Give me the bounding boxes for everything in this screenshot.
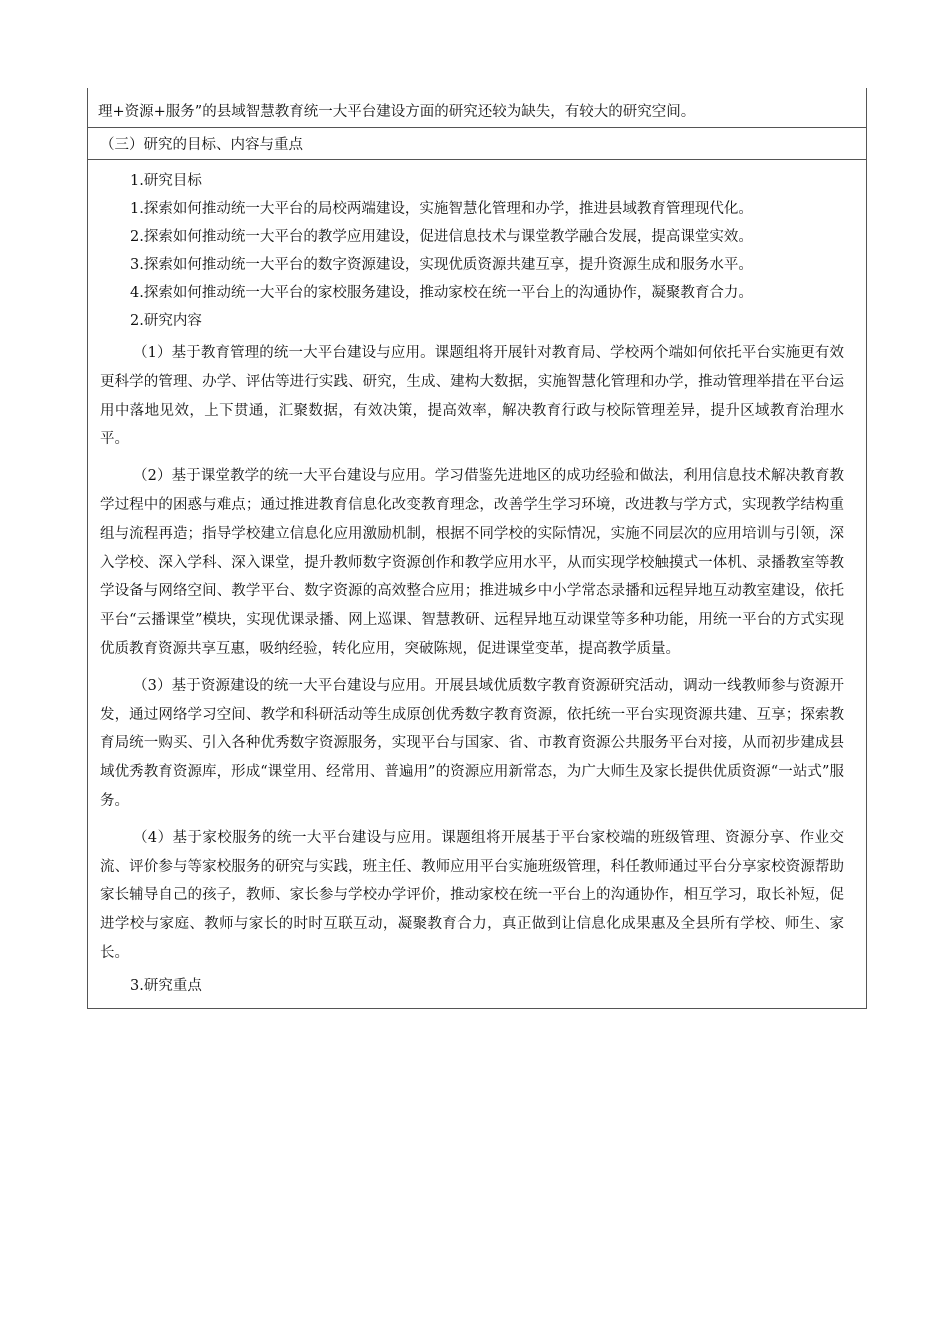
section-body xyxy=(88,160,866,1008)
goal-item: 4.探索如何推动统一大平台的家校服务建设，推动家校在统一平台上的沟通协作，凝聚教育合力。 xyxy=(130,285,753,301)
previous-section-tail xyxy=(88,88,866,128)
previous-section-text: 理+资源+服务”的县域智慧教育统一大平台建设方面的研究还较为缺失，有较大的研究空间。 xyxy=(98,104,696,120)
goal-item: 2.探索如何推动统一大平台的教学应用建设，促进信息技术与课堂教学融合发展，提高课堂实效。 xyxy=(130,229,753,245)
content-paragraph-resources: （3）基于资源建设的统一大平台建设与应用。开展县域优质数字教育资源研究活动，调动一线教师参与资源开发，通过网络学习空间、教学和科研活动等生成原创优秀数字教育资源，依托统一平台实现资源共建、互享；探索教育局统一购买、引入各种优秀数字资源服务，实现平台与国家、省、市教育资源公共服务平台对接，从而初步建成县域优秀教育资源库，形成“课堂用、经常用、普遍用”的资源应用新常态，为广大师生及家长提供优质资源“一站式”服务。 xyxy=(100,677,844,809)
section-heading: （三）研究的目标、内容与重点 xyxy=(100,137,303,153)
content-paragraph-home-school: （4）基于家校服务的统一大平台建设与应用。课题组将开展基于平台家校端的班级管理、资源分享、作业交流、评价参与等家校服务的研究与实践，班主任、教师应用平台实施班级管理，科任教师通过平台分享家校资源帮助家长辅导自己的孩子，教师、家长参与学校办学评价，推动家校在统一平台上的沟通协作，相互学习，取长补短，促进学校与家庭、教师与家长的时时互联互动，凝聚教育合力，真正做到让信息化成果惠及全县所有学校、师生、家长。 xyxy=(100,829,844,961)
goal-item: 3.探索如何推动统一大平台的数字资源建设，实现优质资源共建互享，提升资源生成和服务水平。 xyxy=(130,257,753,273)
content-title: 2.研究内容 xyxy=(130,313,202,329)
focus-title: 3.研究重点 xyxy=(130,977,202,994)
content-paragraph-teaching: （2）基于课堂教学的统一大平台建设与应用。学习借鉴先进地区的成功经验和做法，利用信息技术解决教育教学过程中的困惑与难点；通过推进教育信息化改变教育理念，改善学生学习环境，改进教与学方式，实现教学结构重组与流程再造；指导学校建立信息化应用激励机制，根据不同学校的实际情况，实施不同层次的应用培训与引领，深入学校、深入学科、深入课堂，提升教师数字资源创作和教学应用水平，从而实现学校触摸式一体机、录播教室等教学设备与网络空间、教学平台、数字资源的高效整合应用；推进城乡中小学常态录播和远程异地互动教室建设，依托平台“云播课堂”模块，实现优课录播、网上巡课、智慧教研、远程异地互动课堂等多种功能，用统一平台的方式实现优质教育资源共享互惠，吸纳经验，转化应用，突破陈规，促进课堂变革，提高教学质量。 xyxy=(100,468,844,657)
goal-item: 1.探索如何推动统一大平台的局校两端建设，实施智慧化管理和办学，推进县域教育管理现代化。 xyxy=(130,201,753,217)
section-heading-row xyxy=(88,128,866,160)
document-table xyxy=(87,88,867,1009)
content-paragraph-management: （1）基于教育管理的统一大平台建设与应用。课题组将开展针对教育局、学校两个端如何依托平台实施更有效更科学的管理、办学、评估等进行实践、研究，生成、建构大数据，实施智慧化管理和办学，推动管理举措在平台运用中落地见效，上下贯通，汇聚数据，有效决策，提高效率，解决教育行政与校际管理差异，提升区域教育治理水平。 xyxy=(100,345,844,448)
goals-title: 1.研究目标 xyxy=(130,173,202,189)
